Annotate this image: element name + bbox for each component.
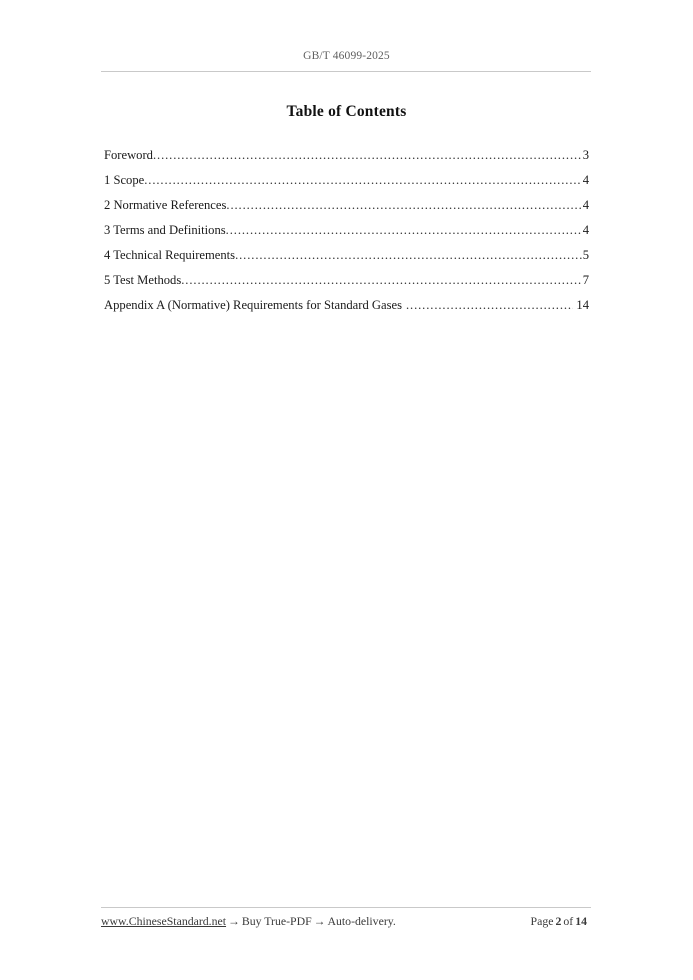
toc-dot-leader [235,249,582,263]
toc-entry[interactable] [104,188,589,213]
toc-entry-page: 4 [582,198,589,212]
toc-entry-label: 1 Scope [104,173,145,187]
arrow-right-icon: → [313,914,326,928]
toc-entry-page: 3 [582,148,589,162]
toc-dot-leader [226,224,582,238]
toc-entry-label: 3 Terms and Definitions [104,223,226,237]
toc-dot-leader [226,199,581,213]
of-word: of [563,914,574,928]
toc-entry[interactable] [104,263,589,288]
page-word: Page [530,914,554,928]
arrow-right-icon: → [228,914,240,928]
total-page-number: 14 [575,914,587,928]
toc-entry[interactable] [104,213,589,238]
page-header [0,46,693,64]
table-of-contents [104,138,589,313]
toc-dot-leader [406,299,573,313]
page-title: Table of Contents [286,103,407,120]
toc-entry-label: 5 Test Methods [104,273,182,287]
toc-entry-page: 4 [582,173,589,187]
footer-divider [101,907,591,908]
toc-entry[interactable] [104,138,589,163]
footer-promo-text-2: Auto-delivery. [327,914,396,928]
page-indicator [531,914,591,929]
toc-entry[interactable] [104,163,589,188]
footer-promo-text-1: Buy True-PDF [241,914,312,928]
toc-entry-label: 4 Technical Requirements [104,248,236,262]
standard-code: GB/T 46099-2025 [303,50,390,62]
toc-entry-page: 4 [582,223,589,237]
toc-dot-leader [153,149,582,163]
toc-entry-page: 14 [576,298,589,312]
toc-entry-label: 2 Normative References [104,198,227,212]
toc-dot-leader [144,174,581,188]
current-page-number: 2 [555,914,562,928]
toc-dot-leader [181,274,581,288]
toc-entry-page: 5 [582,248,589,262]
toc-entry-label: Appendix A (Normative) Requirements for Standard Gases [104,298,402,312]
toc-entry-page: 7 [582,273,589,287]
toc-entry[interactable] [104,288,589,313]
toc-entry[interactable] [104,238,589,263]
footer-promo [101,914,396,929]
page-footer [101,914,591,929]
header-divider [101,71,591,72]
toc-entry-label: Foreword [104,148,153,162]
chinesestandard-link[interactable]: www.ChineseStandard.net [101,914,227,928]
